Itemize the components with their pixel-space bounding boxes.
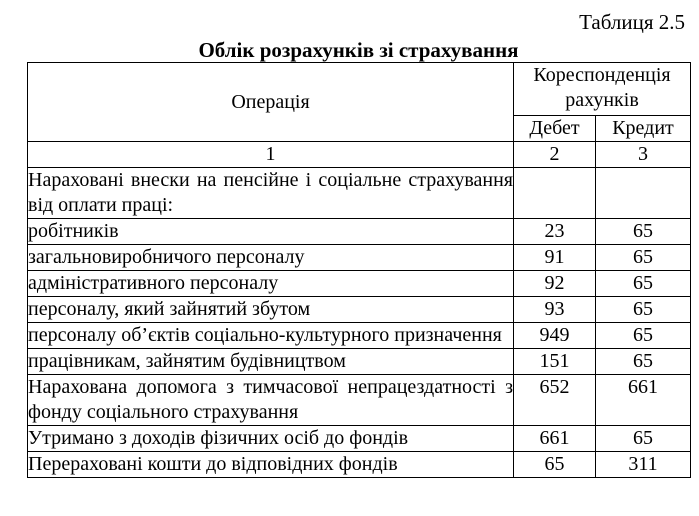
- header-debit: Дебет: [514, 116, 596, 142]
- operation-cell: адміністративного персоналу: [28, 271, 514, 297]
- table-row: [28, 349, 691, 375]
- table-row: [28, 426, 691, 452]
- column-number-row: [28, 142, 691, 168]
- credit-cell: 65: [596, 426, 691, 452]
- header-correspondence: Кореспонденція рахунків: [514, 63, 691, 116]
- credit-cell: 311: [596, 452, 691, 478]
- column-number: 2: [514, 142, 596, 168]
- credit-cell: 661: [596, 375, 691, 426]
- column-number: 1: [28, 142, 514, 168]
- operation-cell: персоналу, який зайнятий збутом: [28, 297, 514, 323]
- credit-cell: [596, 168, 691, 219]
- operation-cell: Нарахована допомога з тимчасової непрацездатності з фонду соціального страхування: [28, 375, 514, 426]
- table-title: Облік розрахунків зі страхування: [198, 38, 519, 62]
- operation-cell: Нараховані внески на пенсійне і соціальне страхування від оплати праці:: [28, 168, 514, 219]
- operation-cell: працівникам, зайнятим будівництвом: [28, 349, 514, 375]
- table-number-label: Таблиця 2.5: [579, 10, 685, 34]
- table-row: [28, 219, 691, 245]
- table-row: [28, 245, 691, 271]
- header-credit: Кредит: [596, 116, 691, 142]
- debit-cell: 151: [514, 349, 596, 375]
- debit-cell: 65: [514, 452, 596, 478]
- operation-cell: персоналу об’єктів соціально-культурного призначення: [28, 323, 514, 349]
- table-row: [28, 297, 691, 323]
- accounting-table: [27, 62, 691, 478]
- debit-cell: 949: [514, 323, 596, 349]
- debit-cell: 91: [514, 245, 596, 271]
- credit-cell: 65: [596, 219, 691, 245]
- credit-cell: 65: [596, 271, 691, 297]
- operation-cell: Перераховані кошти до відповідних фондів: [28, 452, 514, 478]
- debit-cell: 92: [514, 271, 596, 297]
- debit-cell: [514, 168, 596, 219]
- table-row: [28, 323, 691, 349]
- debit-cell: 23: [514, 219, 596, 245]
- credit-cell: 65: [596, 349, 691, 375]
- operation-cell: загальновиробничого персоналу: [28, 245, 514, 271]
- operation-cell: Утримано з доходів фізичних осіб до фондів: [28, 426, 514, 452]
- debit-cell: 652: [514, 375, 596, 426]
- credit-cell: 65: [596, 323, 691, 349]
- table-row: [28, 375, 691, 426]
- debit-cell: 93: [514, 297, 596, 323]
- table-row: [28, 452, 691, 478]
- table-row: [28, 271, 691, 297]
- credit-cell: 65: [596, 245, 691, 271]
- credit-cell: 65: [596, 297, 691, 323]
- table-row: [28, 168, 691, 219]
- column-number: 3: [596, 142, 691, 168]
- debit-cell: 661: [514, 426, 596, 452]
- operation-cell: робітників: [28, 219, 514, 245]
- header-row: [28, 63, 691, 116]
- header-operation: Операція: [28, 63, 514, 142]
